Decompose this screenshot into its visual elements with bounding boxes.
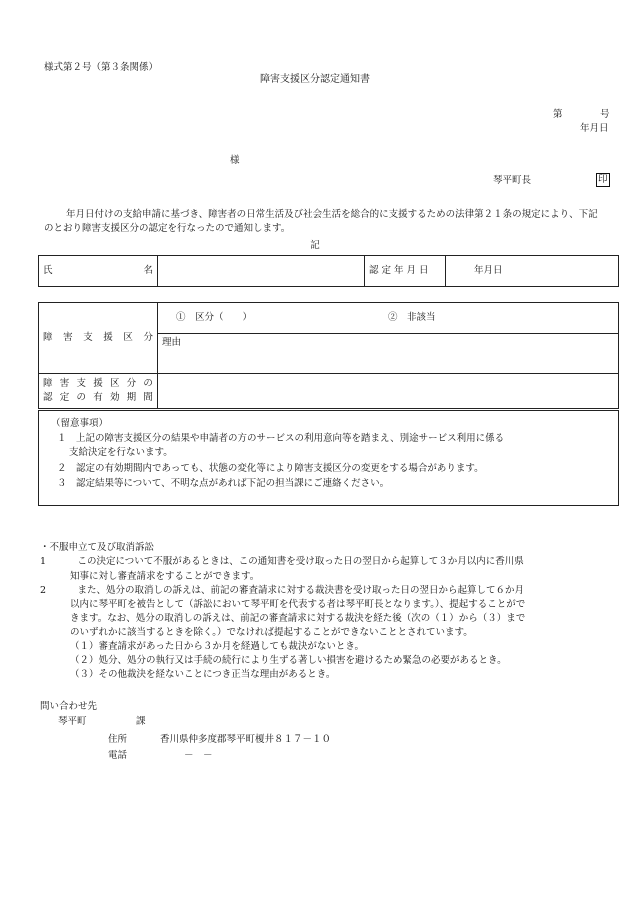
name-label-second: 名 — [143, 265, 153, 277]
validity-label-char: 定 — [59, 392, 70, 403]
form-number: 様式第２号（第３条関係） — [44, 62, 159, 73]
category-label-char: 援 — [103, 332, 113, 344]
certification-date-label — [365, 256, 446, 287]
certification-date-value[interactable] — [446, 256, 619, 287]
name-label-first: 氏 — [43, 265, 53, 277]
appeal-sub-1: （１）審査請求があった日から３か月を経過しても裁決がないとき。 — [70, 641, 365, 652]
contact-phone-label: 電話 — [108, 750, 128, 761]
certification-date-text: 年月日 — [474, 265, 503, 277]
notes-heading: （留意事項） — [51, 418, 109, 429]
validity-label-char: 認 — [43, 392, 53, 403]
document-title: 障害支援区分認定通知書 — [260, 74, 370, 85]
recipient-table — [38, 255, 619, 287]
contact-heading: 問い合わせ先 — [40, 701, 98, 712]
category-label-char: 支 — [83, 332, 93, 344]
category-label-char: 障 — [43, 332, 53, 344]
contact-department-town: 琴平町 — [58, 716, 87, 727]
reason-label: 理由 — [162, 337, 182, 349]
category-label-cell — [39, 303, 158, 374]
validity-label-char: 障 — [43, 378, 53, 389]
appeal-paragraph-1-number: 1 — [40, 556, 47, 567]
appeal-sub-3: （３）その他裁決を経ないことにつき正当な理由があるとき。 — [70, 669, 336, 680]
appeal-p2-line-2: 以内に琴平町を被告として（訴訟において琴平町を代表する者は琴平町長となります。）、提起することがで — [70, 599, 526, 610]
note-item-1-line-2: 支給決定を行ないます。 — [69, 447, 173, 458]
validity-label-char: 分 — [126, 378, 137, 389]
seal-stamp: 印 — [598, 174, 608, 185]
appeal-p1-line-2: 知事に対し審査請求をすることができます。 — [70, 571, 260, 582]
validity-value-cell[interactable] — [158, 374, 619, 409]
validity-label-char: 期 — [126, 392, 137, 403]
appeal-p2-line-4: のいずれかに該当するときを除く。）でなければ提起することができないこととされています。 — [70, 627, 473, 638]
validity-label-char: 援 — [93, 378, 103, 389]
appeal-heading: ・不服申立て及び取消訴訟 — [40, 542, 155, 553]
validity-label-cell — [39, 374, 158, 409]
validity-label-char: の — [143, 378, 153, 389]
appeal-p2-line-1: また、処分の取消しの訴えは、前記の審査請求に対する裁決書を受け取った日の翌日から起算して６か月 — [68, 585, 525, 596]
contact-phone: － － — [184, 750, 213, 761]
reason-cell[interactable] — [158, 334, 619, 374]
addressee-suffix: 様 — [230, 155, 240, 166]
appeal-paragraph-2 — [40, 584, 618, 644]
appeal-sub-2: （２）処分、処分の執行又は手続の続行により生ずる著しい損害を避けるため緊急の必要があるとき。 — [70, 655, 507, 666]
note-item-1-line-1: １ 上記の障害支援区分の結果や申請者の方のサービスの利用意向等を踏まえ、別途サービス利用に係る — [57, 433, 505, 444]
cert-date-label-text: 認定年月日 — [369, 265, 432, 277]
note-item-2: ２ 認定の有効期間内であっても、状態の変化等により障害支援区分の変更をする場合があります。 — [57, 463, 484, 474]
category-label-char: 害 — [63, 332, 73, 344]
name-label-cell — [39, 256, 158, 287]
contact-address-label: 住所 — [108, 734, 128, 745]
validity-label-char: 間 — [143, 392, 153, 403]
issue-date: 年月日 — [580, 123, 609, 134]
validity-label-char: の — [76, 392, 86, 403]
document-number-suffix: 号 — [600, 109, 610, 120]
category-options-cell — [158, 303, 619, 334]
validity-label-char: 区 — [109, 378, 120, 389]
contact-address: 香川県仲多度郡琴平町榎井８１７－１０ — [160, 734, 332, 745]
notes-box — [38, 410, 619, 506]
category-label-char: 分 — [143, 332, 153, 344]
contact-department-suffix: 課 — [136, 716, 146, 727]
option-category[interactable]: ① 区分（ ） — [176, 312, 253, 324]
category-table — [38, 302, 619, 409]
appeal-p2-line-3: きます。なお、処分の取消しの訴えは、前記の審査請求に対する裁決を経た後（次の（１）から（３）まで — [70, 613, 526, 624]
appeal-paragraph-2-number: 2 — [40, 585, 47, 596]
validity-label-char: 有 — [93, 392, 103, 403]
option-not-applicable[interactable]: ② 非該当 — [388, 312, 436, 324]
validity-label-char: 支 — [76, 378, 86, 389]
name-value-cell[interactable] — [158, 256, 365, 287]
validity-label-char: 害 — [59, 378, 70, 389]
issuer-name: 琴平町長 — [493, 175, 532, 186]
appeal-paragraph-1 — [40, 555, 618, 585]
intro-paragraph: 年月日付けの支給申請に基づき、障害者の日常生活及び社会生活を総合的に支援するための法律第２１条の規定により、下記のとおり障害支援区分の認定を行なったので通知します。 — [44, 209, 598, 234]
appeal-p1-line-1: この決定について不服があるときは、この通知書を受け取った日の翌日から起算して３か月以内に香川県 — [68, 556, 524, 567]
document-number-prefix: 第 — [553, 109, 563, 120]
validity-label-char: 効 — [109, 392, 120, 403]
note-item-3: ３ 認定結果等について、不明な点があれば下記の担当課にご連絡ください。 — [57, 478, 390, 489]
ki-heading: 記 — [310, 240, 320, 251]
category-label-char: 区 — [123, 332, 133, 344]
